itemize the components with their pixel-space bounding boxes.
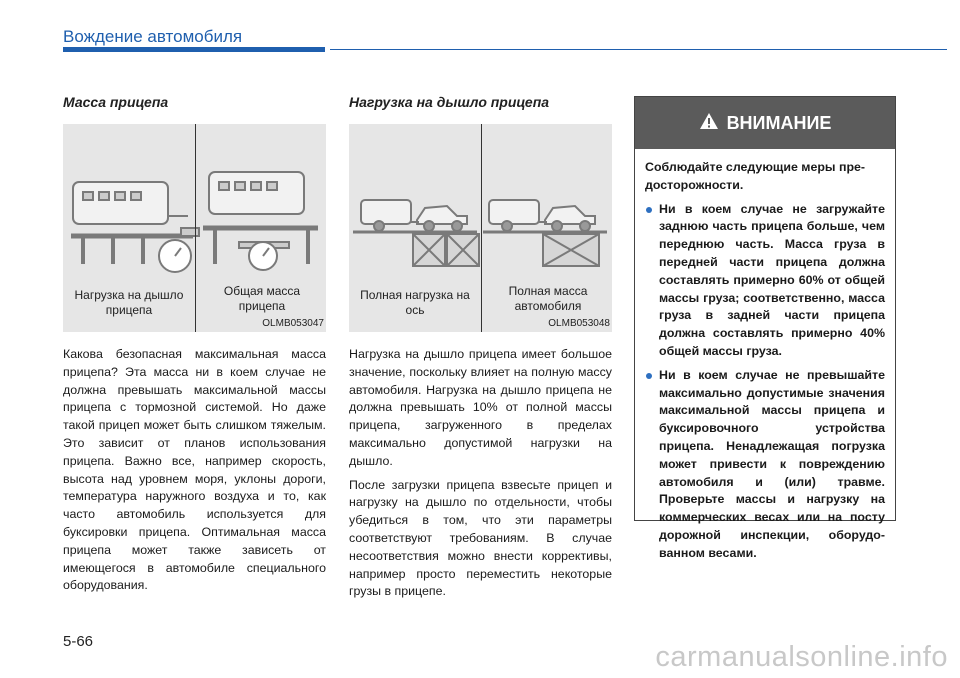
header-bar-thick [63, 47, 325, 52]
warning-item-text: Ни в коем случае не загружайте заднюю часть прицепа больше, чем переднюю часть. Масса груза в передней части прицепа должна составлять примерно 60% от общей массы груза; соответственно, масса груза в задней части прицепа должна составлять примерно 40% общей массы груза. [659, 201, 885, 358]
page-number: 5-66 [63, 633, 94, 650]
figure-divider [481, 124, 482, 332]
trailer-weight-figure [63, 124, 326, 332]
left-section-heading: Масса прицепа [63, 94, 169, 110]
figure-caption-tongue-weight: Нагрузка на дышло прицепа [74, 288, 184, 317]
watermark: carmanualsonline.info [655, 641, 948, 673]
middle-paragraph-2: После загрузки прицепа взвесьте прицеп и нагрузку на дышло по отдельности, чтобы убедиться в том, что эти параметры соответствуют требованиям. В случае несоответствия можно внести коррективы, например просто переместить некоторые грузы в прицепе. [349, 477, 612, 599]
warning-title: ВНИМАНИЕ [726, 112, 832, 133]
warning-box [634, 96, 896, 560]
warning-item [645, 201, 885, 361]
middle-paragraph-1: Нагрузка на дышло прицепа имеет большое значение, поскольку влияет на полную массу автомобиля. Нагрузка на дышло прицепа не должна превышать 10% от полной массы прицепа, загруженного в пределах максимально допустимой нагрузки на дышло. [349, 347, 612, 468]
bullet-dot-icon [646, 207, 652, 213]
figure-caption-axle-load: Полная нагрузка на ось [360, 288, 470, 317]
warning-item [645, 367, 885, 563]
warning-item-text: Ни в коем случае не превышайте максимально допустимые значения максимальной массы прицепа и буксировочного устройства прицепа. Ненадлежащая погрузка может привести к повреждению автомобиля и (или) травме. Проверьте массы и нагрузку на коммерческих весах или на посту дорожной инспекции, оборудованном весами. [659, 367, 885, 560]
warning-list [645, 201, 885, 563]
header-title: Вождение автомобиля [63, 27, 243, 46]
figure-caption-gross-weight: Полная масса автомобиля [508, 284, 588, 313]
figure-caption-trailer-weight: Общая масса прицепа [223, 284, 301, 313]
warning-triangle-icon [699, 112, 719, 135]
bullet-dot-icon [646, 373, 652, 379]
middle-section-heading: Нагрузка на дышло прицепа [349, 94, 550, 110]
warning-intro: Соблюдайте следующие меры предосторожности. [645, 160, 866, 192]
left-paragraph: Какова безопасная максимальная масса прицепа? Эта масса ни в коем случае не должна превышать максимальной массы прицепа с тормозной системой. Но даже такой прицеп может быть слишком тяжелым. Это зависит от планов использования прицепа. Важно все, например скорость, высота над уровнем моря, уклоны дороги, температура наружного воздуха и то, как часто автомобиль используется для буксировки прицепа. Оптимальная масса прицепа может также зависеть от имеющегося в автомобиле специального оборудования. [63, 347, 326, 593]
left-body-text [63, 346, 326, 601]
warning-body [635, 149, 895, 563]
header-bar-thin [330, 49, 947, 50]
middle-body-text [349, 346, 612, 607]
tongue-load-figure [349, 124, 612, 332]
warning-header [635, 97, 895, 149]
figure-divider [195, 124, 196, 332]
figure-code: OLMB053048 [548, 318, 610, 329]
figure-code: OLMB053047 [262, 318, 324, 329]
